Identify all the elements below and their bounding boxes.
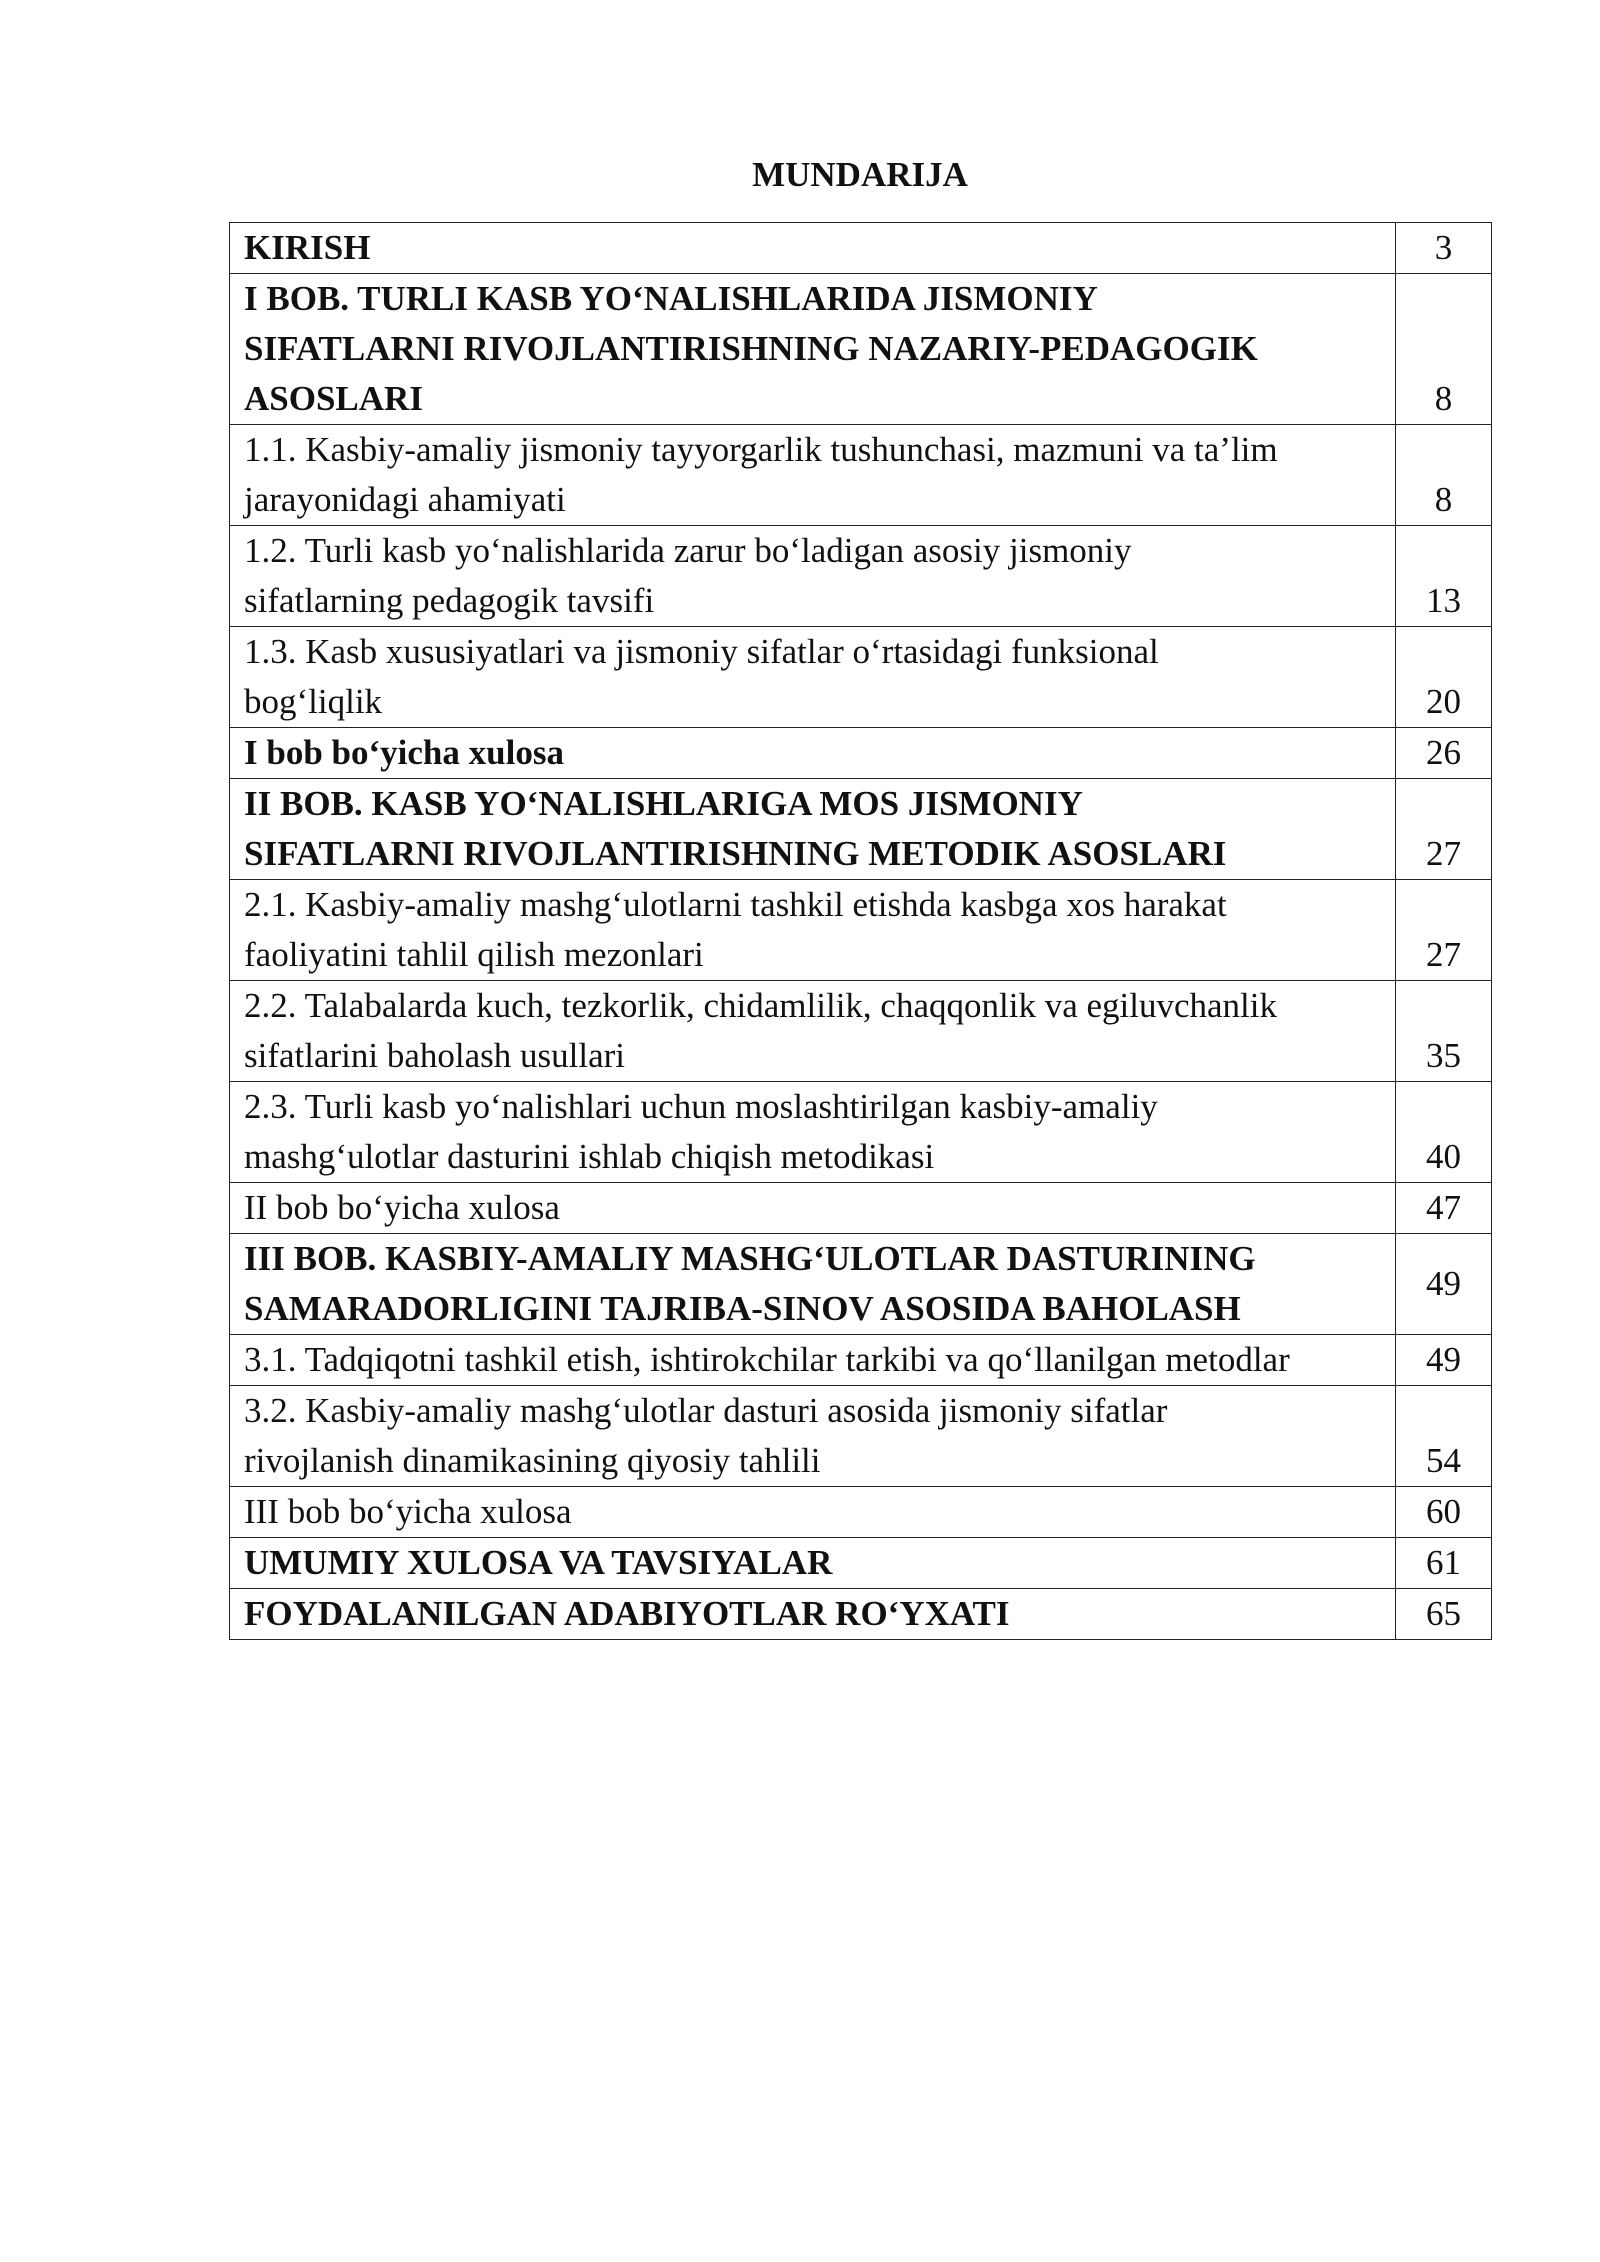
toc-entry-line: ASOSLARI xyxy=(244,379,423,418)
toc-entry-title xyxy=(230,728,1396,779)
toc-body xyxy=(230,223,1492,1640)
toc-entry-title xyxy=(230,1487,1396,1538)
toc-entry-page-number: 35 xyxy=(1396,981,1492,1082)
toc-entry-line: mashg‘ulotlar dasturini ishlab chiqish metodikasi xyxy=(244,1137,935,1176)
toc-entry-page-number: 8 xyxy=(1396,274,1492,425)
page-title-container xyxy=(229,152,1491,198)
toc-entry-page-number: 27 xyxy=(1396,779,1492,880)
toc-entry-line: bog‘liqlik xyxy=(244,682,383,721)
toc-entry-line: 1.1. Kasbiy-amaliy jismoniy tayyorgarlik tushunchasi, mazmuni va ta’lim xyxy=(244,430,1278,469)
toc-entry-line: III BOB. KASBIY-AMALIY MASHG‘ULOTLAR DASTURINING xyxy=(244,1239,1256,1278)
toc-entry-page-number: 20 xyxy=(1396,627,1492,728)
toc-entry-page-number: 65 xyxy=(1396,1589,1492,1640)
toc-entry-line: III bob bo‘yicha xulosa xyxy=(244,1492,572,1531)
toc-row xyxy=(230,1538,1492,1589)
toc-row xyxy=(230,526,1492,627)
toc-entry-title xyxy=(230,1589,1396,1640)
toc-entry-title xyxy=(230,779,1396,880)
toc-entry-title xyxy=(230,627,1396,728)
toc-row xyxy=(230,1183,1492,1234)
toc-entry-line: SAMARADORLIGINI TAJRIBA-SINOV ASOSIDA BAHOLASH xyxy=(244,1289,1241,1328)
toc-entry-line: 1.3. Kasb xususiyatlari va jismoniy sifatlar o‘rtasidagi funksional xyxy=(244,632,1159,671)
toc-entry-line: I BOB. TURLI KASB YO‘NALISHLARIDA JISMONIY xyxy=(244,279,1098,318)
toc-entry-title xyxy=(230,981,1396,1082)
toc-entry-page-number: 40 xyxy=(1396,1082,1492,1183)
toc-entry-line: sifatlarini baholash usullari xyxy=(244,1036,626,1075)
toc-row xyxy=(230,274,1492,425)
toc-entry-line: 1.2. Turli kasb yo‘nalishlarida zarur bo‘ladigan asosiy jismoniy xyxy=(244,531,1132,570)
toc-entry-line: 3.1. Tadqiqotni tashkil etish, ishtirokchilar tarkibi va qo‘llanilgan metodlar xyxy=(244,1340,1290,1379)
toc-entry-line: KIRISH xyxy=(244,228,371,267)
toc-entry-title xyxy=(230,880,1396,981)
toc-entry-page-number: 27 xyxy=(1396,880,1492,981)
toc-row xyxy=(230,1386,1492,1487)
page-title: MUNDARIJA xyxy=(752,155,968,194)
toc-entry-page-number: 8 xyxy=(1396,425,1492,526)
toc-entry-title xyxy=(230,1234,1396,1335)
toc-entry-line: FOYDALANILGAN ADABIYOTLAR RO‘YXATI xyxy=(244,1594,1010,1633)
toc-entry-page-number: 54 xyxy=(1396,1386,1492,1487)
toc-entry-line: sifatlarning pedagogik tavsifi xyxy=(244,581,655,620)
toc-entry-line: 2.2. Talabalarda kuch, tezkorlik, chidamlilik, chaqqonlik va egiluvchanlik xyxy=(244,986,1277,1025)
toc-entry-title xyxy=(230,274,1396,425)
toc-entry-line: I bob bo‘yicha xulosa xyxy=(244,733,564,772)
toc-entry-page-number: 49 xyxy=(1396,1234,1492,1335)
toc-entry-page-number: 13 xyxy=(1396,526,1492,627)
toc-entry-page-number: 47 xyxy=(1396,1183,1492,1234)
toc-row xyxy=(230,223,1492,274)
toc-row xyxy=(230,1234,1492,1335)
toc-entry-line: 2.3. Turli kasb yo‘nalishlari uchun moslashtirilgan kasbiy-amaliy xyxy=(244,1087,1158,1126)
toc-entry-page-number: 60 xyxy=(1396,1487,1492,1538)
toc-entry-title xyxy=(230,1538,1396,1589)
toc-entry-title xyxy=(230,425,1396,526)
toc-row xyxy=(230,981,1492,1082)
toc-entry-page-number: 49 xyxy=(1396,1335,1492,1386)
toc-entry-line: SIFATLARNI RIVOJLANTIRISHNING METODIK ASOSLARI xyxy=(244,834,1227,873)
toc-row xyxy=(230,1589,1492,1640)
toc-entry-line: rivojlanish dinamikasining qiyosiy tahlili xyxy=(244,1441,821,1480)
toc-entry-line: UMUMIY XULOSA VA TAVSIYALAR xyxy=(244,1543,833,1582)
toc-entry-line: II bob bo‘yicha xulosa xyxy=(244,1188,560,1227)
toc-entry-title xyxy=(230,1335,1396,1386)
toc-row xyxy=(230,880,1492,981)
toc-entry-title xyxy=(230,1386,1396,1487)
toc-entry-page-number: 3 xyxy=(1396,223,1492,274)
toc-entry-line: 2.1. Kasbiy-amaliy mashg‘ulotlarni tashkil etishda kasbga xos harakat xyxy=(244,885,1227,924)
toc-row xyxy=(230,627,1492,728)
toc-row xyxy=(230,728,1492,779)
toc-row xyxy=(230,425,1492,526)
toc-entry-line: SIFATLARNI RIVOJLANTIRISHNING NAZARIY-PEDAGOGIK xyxy=(244,329,1258,368)
toc-entry-title xyxy=(230,1183,1396,1234)
toc-entry-line: II BOB. KASB YO‘NALISHLARIGA MOS JISMONIY xyxy=(244,784,1083,823)
toc-entry-title xyxy=(230,223,1396,274)
toc-row xyxy=(230,1082,1492,1183)
toc-entry-title xyxy=(230,1082,1396,1183)
toc-row xyxy=(230,1335,1492,1386)
toc-entry-line: faoliyatini tahlil qilish mezonlari xyxy=(244,935,704,974)
toc-entry-page-number: 61 xyxy=(1396,1538,1492,1589)
toc-entry-page-number: 26 xyxy=(1396,728,1492,779)
toc-entry-line: jarayonidagi ahamiyati xyxy=(244,480,566,519)
toc-row xyxy=(230,779,1492,880)
table-of-contents xyxy=(229,222,1492,1640)
toc-row xyxy=(230,1487,1492,1538)
toc-entry-line: 3.2. Kasbiy-amaliy mashg‘ulotlar dasturi asosida jismoniy sifatlar xyxy=(244,1391,1168,1430)
toc-entry-title xyxy=(230,526,1396,627)
